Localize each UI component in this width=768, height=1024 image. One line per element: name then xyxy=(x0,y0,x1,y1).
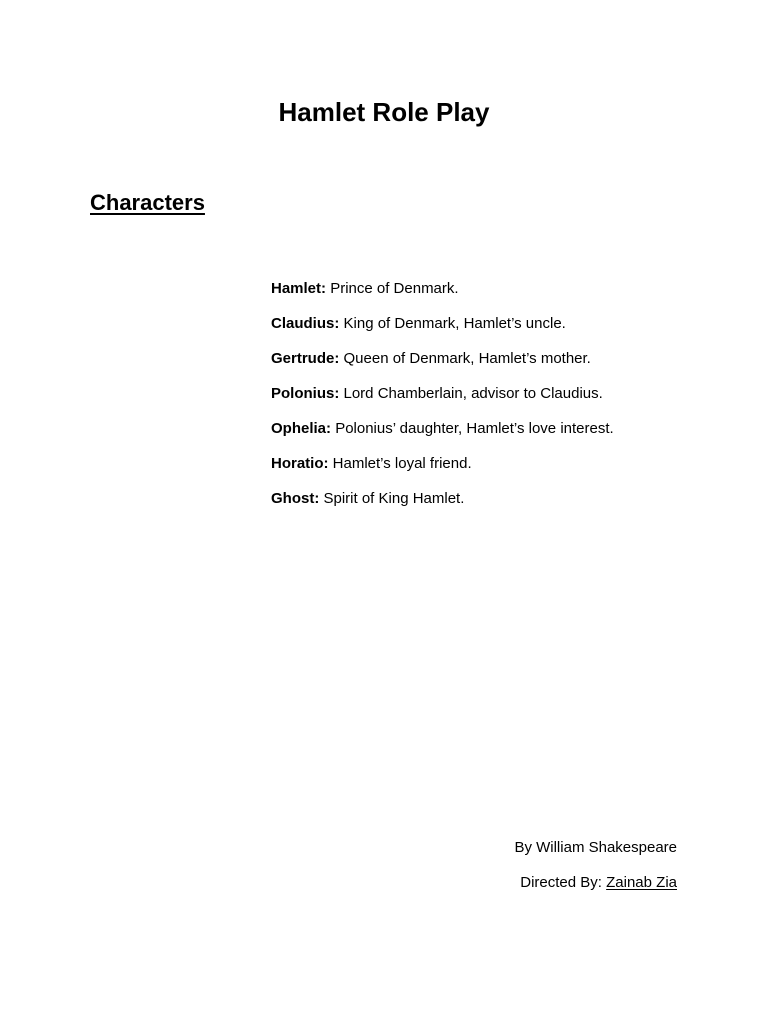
character-name: Ophelia: xyxy=(271,420,332,437)
character-entry-polonius xyxy=(271,383,614,405)
character-entry-ghost xyxy=(271,488,614,510)
character-entry-horatio xyxy=(271,453,614,475)
character-description: Polonius’ daughter, Hamlet’s love interest. xyxy=(335,420,614,437)
character-list xyxy=(271,278,614,523)
character-description: King of Denmark, Hamlet’s uncle. xyxy=(343,315,566,332)
character-name: Ghost: xyxy=(271,490,320,507)
author-credit: By William Shakespeare xyxy=(514,839,677,856)
document-title: Hamlet Role Play xyxy=(278,97,490,127)
director-credit xyxy=(514,872,677,894)
character-entry-hamlet xyxy=(271,278,614,300)
character-name: Claudius: xyxy=(271,315,340,332)
characters-heading: Characters xyxy=(90,190,205,215)
character-description: Spirit of King Hamlet. xyxy=(323,490,465,507)
character-description: Hamlet’s loyal friend. xyxy=(332,455,472,472)
director-label: Directed By: xyxy=(520,874,602,891)
character-name: Polonius: xyxy=(271,385,340,402)
character-entry-ophelia xyxy=(271,418,614,440)
character-entry-claudius xyxy=(271,313,614,335)
credits-block xyxy=(514,837,677,907)
character-name: Gertrude: xyxy=(271,350,340,367)
character-name: Hamlet: xyxy=(271,280,327,297)
character-description: Queen of Denmark, Hamlet’s mother. xyxy=(343,350,591,367)
character-description: Lord Chamberlain, advisor to Claudius. xyxy=(343,385,603,402)
character-description: Prince of Denmark. xyxy=(330,280,459,297)
character-name: Horatio: xyxy=(271,455,329,472)
character-entry-gertrude xyxy=(271,348,614,370)
director-name: Zainab Zia xyxy=(606,874,677,891)
